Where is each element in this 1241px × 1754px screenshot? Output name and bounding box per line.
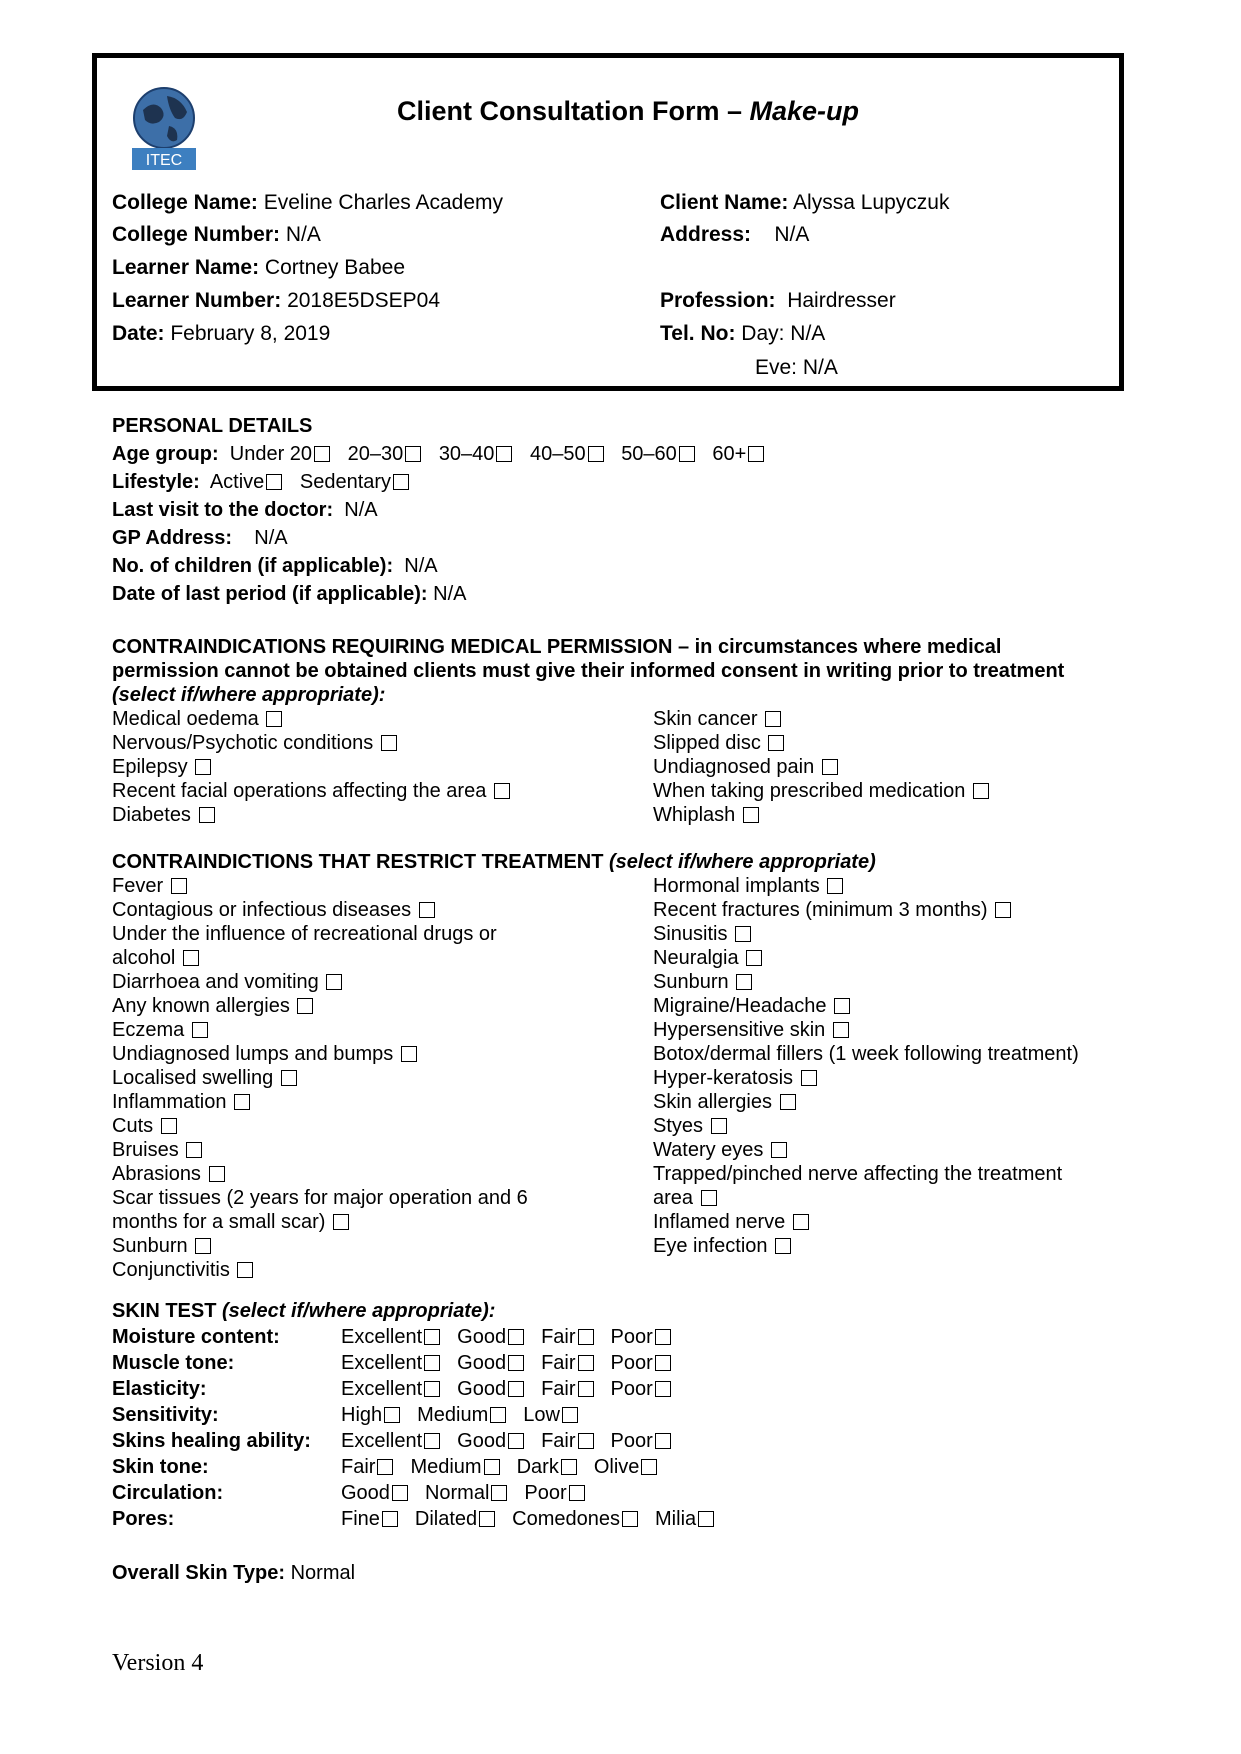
contraindication-checkbox[interactable]: [192, 1022, 208, 1038]
skin-test-option-label: Excellent: [341, 1352, 423, 1374]
contraindication-label: Localised swelling: [112, 1067, 274, 1089]
address-line: Address: N/A: [660, 223, 810, 246]
contraindication-checkbox[interactable]: [381, 735, 397, 751]
age-checkbox[interactable]: [588, 446, 604, 462]
skin-test-options: [341, 1352, 671, 1375]
doctor-visit-row: Last visit to the doctor: N/A: [112, 499, 378, 521]
skin-test-checkbox[interactable]: [392, 1485, 408, 1501]
contraindication-item: [112, 1187, 528, 1210]
contraindication-checkbox[interactable]: [209, 1166, 225, 1182]
skin-test-checkbox[interactable]: [655, 1329, 671, 1345]
gp-address-row: GP Address: N/A: [112, 527, 288, 549]
contraindication-item: [653, 875, 843, 898]
contraindication-label: Whiplash: [653, 804, 736, 826]
contraindication-label: Recent fractures (minimum 3 months): [653, 899, 988, 921]
contraindication-item: [653, 1067, 817, 1090]
contraindication-label: Slipped disc: [653, 732, 761, 754]
contraindication-checkbox[interactable]: [199, 807, 215, 823]
contraindication-item: [653, 1115, 727, 1138]
contraindication-item: [653, 899, 1011, 922]
contraindication-label: Trapped/pinched nerve affecting the treatment: [653, 1163, 1063, 1185]
contraindication-checkbox[interactable]: [183, 950, 199, 966]
contraindication-item: [112, 947, 199, 970]
contraindication-label: months for a small scar): [112, 1211, 326, 1233]
skin-test-label: Circulation:: [112, 1482, 224, 1504]
contraindication-item: [112, 971, 342, 994]
contraindication-item: [112, 1043, 417, 1066]
contraindication-item: [112, 1211, 349, 1234]
skin-test-option-label: Fair: [541, 1326, 576, 1348]
skin-test-option-label: High: [341, 1404, 383, 1426]
medical-heading-1: CONTRAINDICATIONS REQUIRING MEDICAL PERMISSION – in circumstances where medical: [112, 636, 1002, 658]
age-checkbox[interactable]: [314, 446, 330, 462]
contraindication-label: Diarrhoea and vomiting: [112, 971, 319, 993]
contraindication-item: [653, 1139, 787, 1162]
skin-test-option-label: Poor: [610, 1378, 653, 1400]
skin-test-checkbox[interactable]: [508, 1329, 524, 1345]
form-title: Client Consultation Form – Make-up: [396, 96, 860, 126]
contraindication-checkbox[interactable]: [195, 1238, 211, 1254]
contraindication-label: Sinusitis: [653, 923, 728, 945]
skin-test-option-label: Low: [523, 1404, 560, 1426]
contraindication-checkbox[interactable]: [793, 1214, 809, 1230]
contraindication-label: Cuts: [112, 1115, 154, 1137]
contraindication-checkbox[interactable]: [735, 926, 751, 942]
contraindication-checkbox[interactable]: [711, 1118, 727, 1134]
skin-test-checkbox[interactable]: [569, 1485, 585, 1501]
skin-test-checkbox[interactable]: [424, 1329, 440, 1345]
contraindication-item: [653, 756, 838, 779]
lifestyle-checkbox[interactable]: [266, 474, 282, 490]
skin-test-option-label: Excellent: [341, 1326, 423, 1348]
contraindication-label: Neuralgia: [653, 947, 739, 969]
skin-test-checkbox[interactable]: [508, 1433, 524, 1449]
lifestyle-checkbox[interactable]: [393, 474, 409, 490]
contraindication-item: [653, 1163, 1062, 1186]
contraindication-label: Sunburn: [112, 1235, 188, 1257]
contraindication-item: [653, 1019, 849, 1042]
skin-test-checkbox[interactable]: [562, 1407, 578, 1423]
skin-test-label: Elasticity:: [112, 1378, 207, 1400]
contraindication-item: [653, 1211, 809, 1234]
contraindication-checkbox[interactable]: [161, 1118, 177, 1134]
learner-name-line: Learner Name: Cortney Babee: [112, 256, 405, 279]
age-checkbox[interactable]: [496, 446, 512, 462]
skin-test-checkbox[interactable]: [641, 1459, 657, 1475]
client-name-line: Client Name: Alyssa Lupyczuk: [660, 191, 950, 214]
contraindication-label: Epilepsy: [112, 756, 188, 778]
contraindication-label: Skin cancer: [653, 708, 758, 730]
contraindication-label: Botox/dermal fillers (1 week following treatment): [653, 1043, 1079, 1065]
skin-test-checkbox[interactable]: [655, 1381, 671, 1397]
contraindication-label: alcohol: [112, 947, 176, 969]
contraindication-item: [653, 780, 989, 803]
contraindication-item: [653, 708, 781, 731]
contraindication-checkbox[interactable]: [743, 807, 759, 823]
contraindication-item: [112, 995, 313, 1018]
skin-test-option-label: Milia: [655, 1508, 697, 1530]
contraindication-item: [112, 1019, 208, 1042]
skin-test-options: [341, 1508, 714, 1531]
profession-line: Profession: Hairdresser: [660, 289, 896, 312]
contraindication-item: [653, 1043, 1079, 1066]
contraindication-label: area: [653, 1187, 694, 1209]
age-checkbox[interactable]: [405, 446, 421, 462]
contraindication-checkbox[interactable]: [494, 783, 510, 799]
skin-test-options: [341, 1378, 671, 1401]
personal-details-heading: PERSONAL DETAILS: [112, 415, 313, 437]
contraindication-label: Styes: [653, 1115, 704, 1137]
skin-test-option-label: Comedones: [512, 1508, 621, 1530]
contraindication-checkbox[interactable]: [701, 1190, 717, 1206]
contraindication-checkbox[interactable]: [765, 711, 781, 727]
college-number-line: College Number: N/A: [112, 223, 321, 246]
learner-number-line: Learner Number: 2018E5DSEP04: [112, 289, 441, 312]
contraindication-checkbox[interactable]: [995, 902, 1011, 918]
date-line: Date: February 8, 2019: [112, 322, 331, 345]
skin-test-checkbox[interactable]: [382, 1511, 398, 1527]
contraindication-label: Under the influence of recreational drugs or: [112, 923, 497, 945]
contraindication-item: [112, 1163, 225, 1186]
contraindication-item: [112, 1259, 253, 1282]
skin-test-checkbox[interactable]: [424, 1381, 440, 1397]
contraindication-label: Inflammation: [112, 1091, 227, 1113]
skin-test-options: [341, 1456, 657, 1479]
period-row: Date of last period (if applicable): N/A: [112, 583, 467, 605]
skin-test-checkbox[interactable]: [384, 1407, 400, 1423]
skin-test-options: [341, 1404, 578, 1427]
contraindication-label: Eye infection: [653, 1235, 768, 1257]
age-option: 20–30: [347, 443, 404, 465]
skin-test-checkbox[interactable]: [578, 1433, 594, 1449]
contraindication-label: Contagious or infectious diseases: [112, 899, 412, 921]
contraindication-item: [653, 804, 759, 827]
restrict-heading: CONTRAINDICTIONS THAT RESTRICT TREATMENT (select if/where appropriate): [112, 851, 876, 873]
skin-test-option-label: Medium: [410, 1456, 482, 1478]
contraindication-item: [112, 732, 397, 755]
skin-test-heading: SKIN TEST (select if/where appropriate):: [112, 1300, 496, 1322]
skin-test-checkbox[interactable]: [491, 1485, 507, 1501]
contraindication-checkbox[interactable]: [780, 1094, 796, 1110]
age-option: 60+: [712, 443, 747, 465]
contraindication-checkbox[interactable]: [801, 1070, 817, 1086]
contraindication-checkbox[interactable]: [333, 1214, 349, 1230]
skin-test-checkbox[interactable]: [508, 1355, 524, 1371]
age-option: 30–40: [438, 443, 495, 465]
contraindication-label: Hormonal implants: [653, 875, 820, 897]
contraindication-item: [112, 923, 497, 946]
medical-heading-3: (select if/where appropriate):: [112, 684, 386, 706]
contraindication-checkbox[interactable]: [237, 1262, 253, 1278]
contraindication-checkbox[interactable]: [775, 1238, 791, 1254]
contraindication-checkbox[interactable]: [746, 950, 762, 966]
contraindication-checkbox[interactable]: [281, 1070, 297, 1086]
skin-test-options: [341, 1326, 671, 1349]
skin-test-checkbox[interactable]: [561, 1459, 577, 1475]
contraindication-label: Hyper-keratosis: [653, 1067, 794, 1089]
contraindication-checkbox[interactable]: [234, 1094, 250, 1110]
skin-test-label: Skins healing ability:: [112, 1430, 311, 1452]
age-option: 40–50: [530, 443, 586, 465]
tel-line: Tel. No: Day: N/A: [660, 322, 826, 345]
contraindication-item: [112, 1091, 250, 1114]
contraindication-item: [112, 899, 435, 922]
contraindication-label: When taking prescribed medication: [653, 780, 966, 802]
contraindication-label: Bruises: [112, 1139, 179, 1161]
contraindication-checkbox[interactable]: [771, 1142, 787, 1158]
contraindication-label: Skin allergies: [653, 1091, 772, 1113]
contraindication-checkbox[interactable]: [401, 1046, 417, 1062]
skin-test-options: [341, 1482, 585, 1505]
contraindication-item: [653, 1091, 796, 1114]
contraindication-item: [112, 875, 187, 898]
skin-test-checkbox[interactable]: [424, 1433, 440, 1449]
skin-test-option-label: Normal: [424, 1482, 490, 1504]
contraindication-label: Conjunctivitis: [112, 1259, 230, 1281]
skin-test-checkbox[interactable]: [484, 1459, 500, 1475]
skin-test-label: Pores:: [112, 1508, 175, 1530]
contraindication-item: [653, 923, 751, 946]
contraindication-item: [653, 732, 784, 755]
contraindication-checkbox[interactable]: [326, 974, 342, 990]
svg-text:ITEC: ITEC: [145, 152, 183, 169]
children-row: No. of children (if applicable): N/A: [112, 555, 438, 577]
contraindication-checkbox[interactable]: [833, 1022, 849, 1038]
skin-test-option-label: Fair: [541, 1378, 576, 1400]
contraindication-checkbox[interactable]: [186, 1142, 202, 1158]
skin-test-option-label: Poor: [610, 1430, 653, 1452]
skin-test-option-label: Good: [457, 1430, 507, 1452]
contraindication-item: [653, 971, 752, 994]
contraindication-item: [112, 780, 510, 803]
contraindication-checkbox[interactable]: [822, 759, 838, 775]
contraindication-checkbox[interactable]: [171, 878, 187, 894]
contraindication-item: [112, 1115, 177, 1138]
skin-test-option-label: Olive: [593, 1456, 640, 1478]
skin-test-option-label: Good: [457, 1378, 507, 1400]
age-option: Under 20: [229, 443, 313, 465]
skin-test-option-label: Fine: [341, 1508, 380, 1530]
skin-test-option-label: Fair: [541, 1430, 576, 1452]
contraindication-checkbox[interactable]: [266, 711, 282, 727]
contraindication-checkbox[interactable]: [768, 735, 784, 751]
college-name-line: College Name: Eveline Charles Academy: [112, 191, 504, 214]
skin-test-label: Sensitivity:: [112, 1404, 219, 1426]
contraindication-checkbox[interactable]: [297, 998, 313, 1014]
contraindication-label: Recent facial operations affecting the area: [112, 780, 487, 802]
lifestyle-row: Lifestyle: Active Sedentary: [112, 471, 409, 494]
contraindication-label: Sunburn: [653, 971, 729, 993]
contraindication-item: [653, 947, 762, 970]
skin-test-checkbox[interactable]: [424, 1355, 440, 1371]
skin-test-option-label: Fair: [541, 1352, 576, 1374]
skin-test-checkbox[interactable]: [508, 1381, 524, 1397]
skin-test-checkbox[interactable]: [578, 1381, 594, 1397]
age-checkbox[interactable]: [679, 446, 695, 462]
contraindication-label: Migraine/Headache: [653, 995, 827, 1017]
skin-test-option-label: Fair: [341, 1456, 376, 1478]
contraindication-item: [653, 1187, 717, 1210]
skin-test-option-label: Excellent: [341, 1430, 423, 1452]
header-box: [92, 53, 1124, 391]
contraindication-checkbox[interactable]: [195, 759, 211, 775]
skin-test-option-label: Good: [457, 1326, 507, 1348]
skin-test-checkbox[interactable]: [622, 1511, 638, 1527]
contraindication-checkbox[interactable]: [834, 998, 850, 1014]
skin-test-options: [341, 1430, 671, 1453]
contraindication-item: [112, 756, 211, 779]
contraindication-label: Any known allergies: [112, 995, 290, 1017]
skin-test-checkbox[interactable]: [655, 1355, 671, 1371]
skin-test-option-label: Good: [457, 1352, 507, 1374]
skin-test-label: Skin tone:: [112, 1456, 209, 1478]
contraindication-item: [112, 1235, 211, 1258]
contraindication-label: Medical oedema: [112, 708, 259, 730]
skin-test-option-label: Excellent: [341, 1378, 423, 1400]
skin-test-option-label: Dark: [516, 1456, 559, 1478]
contraindication-label: Diabetes: [112, 804, 191, 826]
contraindication-label: Nervous/Psychotic conditions: [112, 732, 374, 754]
skin-test-checkbox[interactable]: [490, 1407, 506, 1423]
contraindication-checkbox[interactable]: [736, 974, 752, 990]
contraindication-label: Undiagnosed lumps and bumps: [112, 1043, 394, 1065]
age-checkbox[interactable]: [748, 446, 764, 462]
skin-test-option-label: Good: [341, 1482, 390, 1504]
contraindication-label: Eczema: [112, 1019, 185, 1041]
skin-test-label: Moisture content:: [112, 1326, 280, 1348]
contraindication-checkbox[interactable]: [973, 783, 989, 799]
contraindication-checkbox[interactable]: [419, 902, 435, 918]
contraindication-checkbox[interactable]: [827, 878, 843, 894]
contraindication-item: [653, 995, 850, 1018]
skin-test-option-label: Poor: [610, 1352, 653, 1374]
contraindication-item: [653, 1235, 791, 1258]
skin-test-checkbox[interactable]: [578, 1329, 594, 1345]
contraindication-label: Undiagnosed pain: [653, 756, 815, 778]
contraindication-item: [112, 804, 215, 827]
contraindication-label: Inflamed nerve: [653, 1211, 786, 1233]
tel-eve-line: Eve: N/A: [755, 356, 838, 379]
age-option: 50–60: [621, 443, 677, 465]
contraindication-label: Scar tissues (2 years for major operation and 6: [112, 1187, 528, 1209]
skin-test-option-label: Poor: [610, 1326, 653, 1348]
overall-skin-type: Overall Skin Type: Normal: [112, 1562, 356, 1584]
contraindication-label: Fever: [112, 875, 164, 897]
contraindication-label: Watery eyes: [653, 1139, 764, 1161]
medical-heading-2: permission cannot be obtained clients must give their informed consent in writing prior to treatment: [112, 660, 1065, 682]
contraindication-item: [112, 1139, 202, 1162]
age-group-row: Age group: Under 20 20–30 30–40 40–50 50–60 60+: [112, 443, 764, 466]
skin-test-checkbox[interactable]: [698, 1511, 714, 1527]
version-footer: Version 4: [112, 1650, 204, 1676]
contraindication-label: Hypersensitive skin: [653, 1019, 826, 1041]
skin-test-checkbox[interactable]: [479, 1511, 495, 1527]
contraindication-item: [112, 1067, 297, 1090]
contraindication-item: [112, 708, 282, 731]
skin-test-option-label: Medium: [417, 1404, 489, 1426]
contraindication-label: Abrasions: [112, 1163, 201, 1185]
skin-test-label: Muscle tone:: [112, 1352, 235, 1374]
skin-test-checkbox[interactable]: [655, 1433, 671, 1449]
skin-test-checkbox[interactable]: [578, 1355, 594, 1371]
skin-test-checkbox[interactable]: [377, 1459, 393, 1475]
skin-test-option-label: Dilated: [414, 1508, 478, 1530]
skin-test-option-label: Poor: [524, 1482, 567, 1504]
